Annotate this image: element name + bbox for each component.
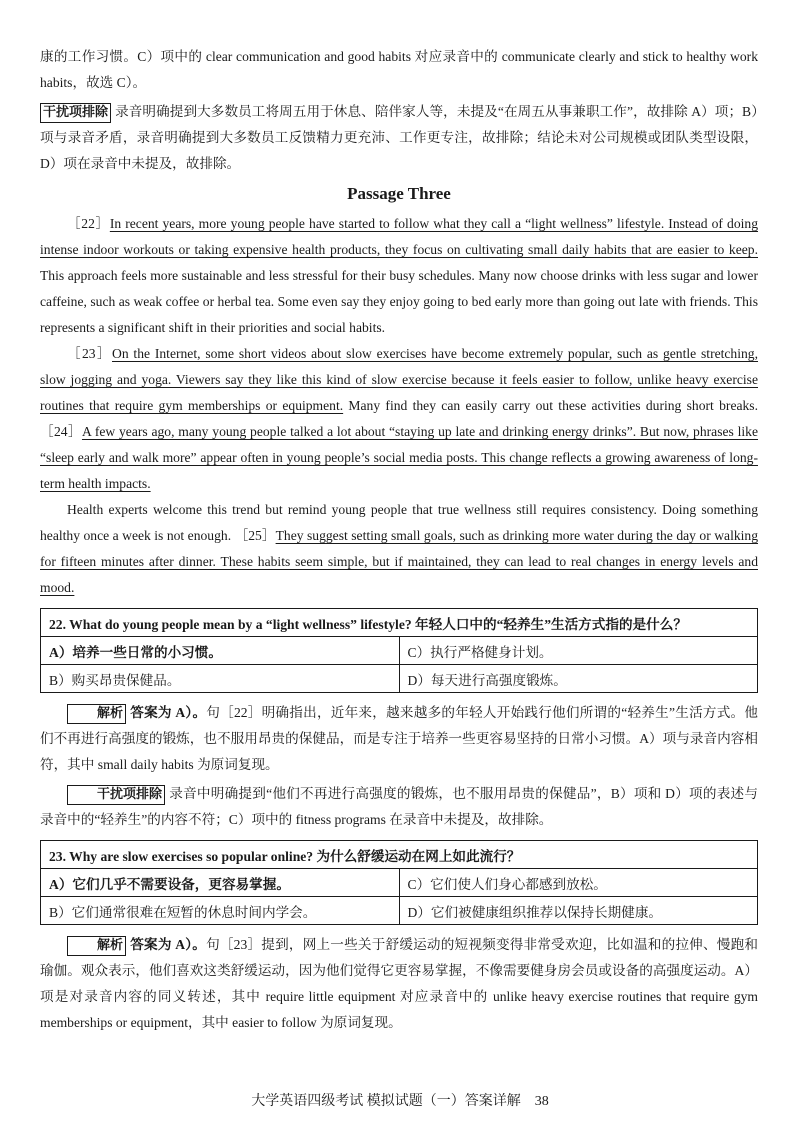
paragraph-text: Many find they can easily carry out these activities during short breaks. <box>343 398 758 413</box>
option-b: B）它们通常很难在短暂的休息时间内学会。 <box>41 897 400 925</box>
page-body <box>40 44 758 1036</box>
question-22-stem: 22. What do young people mean by a “light wellness” lifestyle? 年轻人口中的“轻养生”生活方式指的是什么？ <box>41 609 758 637</box>
previous-answer-continuation: 康的工作习惯。C）项中的 clear communication and good habits 对应录音中的 communicate clearly and stick to healthy work habits，故选 C）。 <box>40 49 758 90</box>
sentence-marker-25: ［25］ <box>234 528 276 543</box>
underlined-sentence-23: On the Internet, some short videos about slow exercises have become extremely popular, such as gentle stretching, slow jogging and yoga. Viewers say they like this kind of slow exercise because it feels easier to follow, unlike heavy exercise routines that require gym memberships or equipment. <box>40 346 759 413</box>
page-footer: 大学英语四级考试 模拟试题（一）答案详解 38 <box>251 1094 549 1109</box>
option-b: B）购买昂贵保健品。 <box>41 665 400 693</box>
distractor-note-22 <box>40 781 758 833</box>
distractor-text: 录音明确提到大多数员工将周五用于休息、陪伴家人等，未提及“在周五从事兼职工作”，故排除 A）项；B）项与录音矛盾，录音明确提到大多数员工反馈精力更充沛、工作更专注，故排除；结论未对公司规模或团队类型设限，D）项在录音中未提及，故排除。 <box>40 104 758 171</box>
analysis-text: 句［22］明确指出，近年来，越来越多的年轻人开始践行他们所谓的“轻养生”生活方式。他们不再进行高强度的锻炼，也不服用昂贵的保健品，而是专注于培养一些更容易坚持的日常小习惯。A）项与录音内容相符，其中 small daily habits 为原词复现。 <box>40 705 758 772</box>
option-d: D）每天进行高强度锻炼。 <box>399 665 758 693</box>
option-a: A）培养一些日常的小习惯。 <box>41 637 400 665</box>
underlined-sentence-25: They suggest setting small goals, such as drinking more water during the day or walking for fifteen minutes after dinner. These habits seem simple, but if maintained, they can lead to real changes in energy levels and mood. <box>40 528 759 595</box>
sentence-marker-24: ［24］ <box>40 424 82 439</box>
analysis-23 <box>40 932 758 1036</box>
question-23-table <box>40 840 758 925</box>
passage-paragraph-2 <box>40 341 758 497</box>
distractor-note-previous <box>40 99 758 177</box>
paragraph-text: Health experts welcome this trend but remind young people that true wellness still requires consistency. Doing something healthy once a week is not enough. <box>40 502 758 543</box>
sentence-marker-23: ［23］ <box>67 346 113 361</box>
question-22-table <box>40 608 758 693</box>
analysis-tag: 解析 <box>67 936 126 956</box>
passage-paragraph-1 <box>40 211 758 341</box>
option-c: C）执行严格健身计划。 <box>399 637 758 665</box>
distractor-tag: 干扰项排除 <box>67 785 165 805</box>
passage-paragraph-3 <box>40 497 758 601</box>
answer-23: 答案为 A）。 <box>130 937 207 952</box>
sentence-marker-22: ［22］ <box>67 216 110 231</box>
option-c: C）它们使人们身心都感到放松。 <box>399 869 758 897</box>
analysis-22 <box>40 700 758 778</box>
underlined-sentence-22: In recent years, more young people have started to follow what they call a “light wellness” lifestyle. Instead of doing intense indoor workouts or taking expensive health products, they focus on cultivating small daily habits that are easier to keep. <box>40 216 759 257</box>
paragraph-text: This approach feels more sustainable and less stressful for their busy schedules. Many now choose drinks with less sugar and lower caffeine, such as weak coffee or herbal tea. Some even say they enjoy going to bed early more than going out late with friends. This represents a significant shift in their priorities and social habits. <box>40 268 758 335</box>
analysis-text: 句［23］提到，网上一些关于舒缓运动的短视频变得非常受欢迎，比如温和的拉伸、慢跑和瑜伽。观众表示，他们喜欢这类舒缓运动，因为他们觉得它更容易掌握，不像需要健身房会员或设备的高强度运动。A）项是对录音内容的同义转述，其中 require little equipment 对应录音中的 unlike heavy exercise routines that require gym memberships or equipment，其中 easier to follow 为原词复现。 <box>40 937 758 1030</box>
underlined-sentence-24: A few years ago, many young people talked a lot about “staying up late and drinking energy drinks”. But now, phrases like “sleep early and walk more” appear often in young people’s social media posts. This change reflects a growing awareness of long-term health impacts. <box>40 424 759 491</box>
question-23-stem: 23. Why are slow exercises so popular online? 为什么舒缓运动在网上如此流行？ <box>41 841 758 869</box>
option-d: D）它们被健康组织推荐以保持长期健康。 <box>399 897 758 925</box>
analysis-tag: 解析 <box>67 704 126 724</box>
answer-22: 答案为 A）。 <box>130 705 207 720</box>
option-a: A）它们几乎不需要设备，更容易掌握。 <box>41 869 400 897</box>
distractor-tag: 干扰项排除 <box>40 103 111 123</box>
distractor-text: 录音中明确提到“他们不再进行高强度的锻炼，也不服用昂贵的保健品”，B）项和 D）项的表述与录音中的“轻养生”的内容不符；C）项中的 fitness programs 在录音中未提及，故排除。 <box>40 786 758 827</box>
passage-title: Passage Three <box>347 184 451 203</box>
